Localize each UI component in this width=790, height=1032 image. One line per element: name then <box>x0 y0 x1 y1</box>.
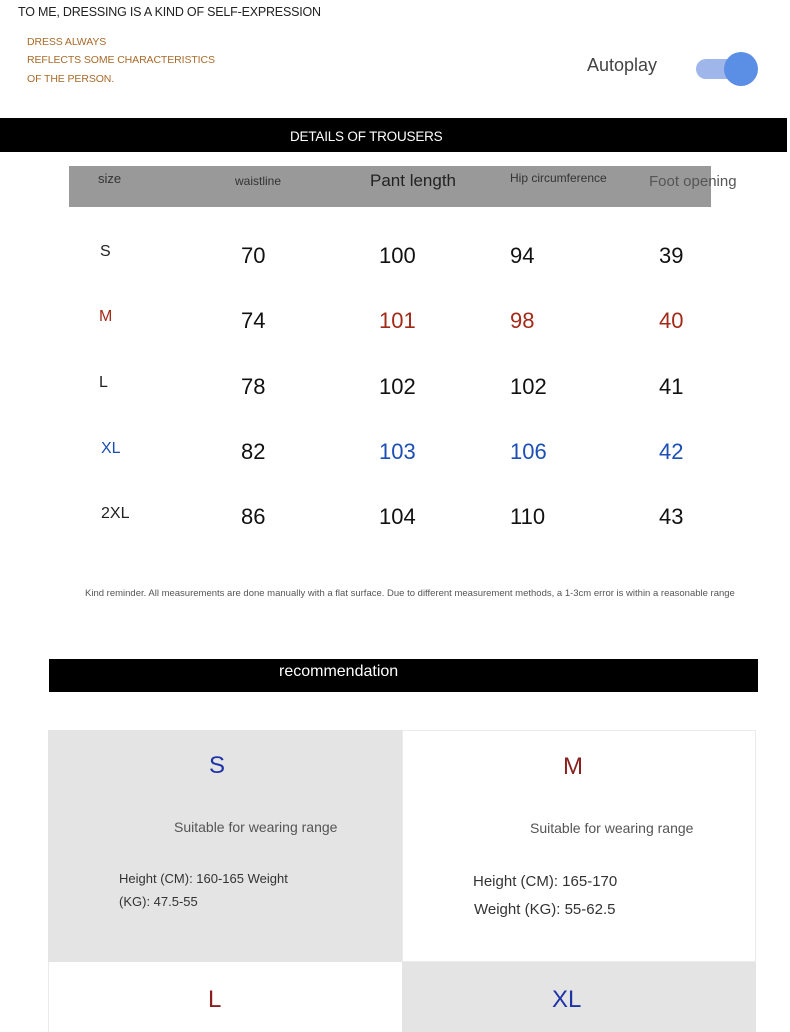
recommendation-card-xl <box>402 962 756 1032</box>
foot-opening-cell-l: 41 <box>659 374 684 399</box>
size-cell-s: S <box>100 243 111 260</box>
size-cell-l: L <box>99 374 108 391</box>
column-header-waistline: waistline <box>235 174 282 188</box>
column-header-size: size <box>98 171 122 186</box>
recommendation-title-bar <box>49 659 758 692</box>
card-height-line: Height (CM): 165-170 <box>473 873 618 890</box>
column-header-hip-circumference: Hip circumference <box>510 171 607 185</box>
hip-cell-m: 98 <box>510 308 535 333</box>
card-range-label: Suitable for wearing range <box>530 820 694 836</box>
hip-cell-l: 102 <box>510 374 547 399</box>
tagline-line-1: DRESS ALWAYS <box>27 36 107 48</box>
foot-opening-cell-2xl: 43 <box>659 504 684 529</box>
waistline-cell-s: 70 <box>241 243 266 268</box>
card-size-label: L <box>208 986 222 1013</box>
tagline-line-3: OF THE PERSON. <box>27 73 115 85</box>
pant-length-cell-xl: 103 <box>379 439 416 464</box>
waistline-cell-2xl: 86 <box>241 504 266 529</box>
pant-length-cell-l: 102 <box>379 374 416 399</box>
size-cell-2xl: 2XL <box>101 505 130 522</box>
waistline-cell-xl: 82 <box>241 439 266 464</box>
card-height-line: Height (CM): 160-165 Weight <box>119 871 288 886</box>
card-weight-line: (KG): 47.5-55 <box>119 894 198 909</box>
toggle-knob[interactable] <box>724 52 758 86</box>
card-weight-line: Weight (KG): 55-62.5 <box>474 901 616 918</box>
card-size-label: XL <box>552 986 582 1013</box>
size-cell-xl: XL <box>101 440 121 457</box>
foot-opening-cell-s: 39 <box>659 243 684 268</box>
hip-cell-xl: 106 <box>510 439 547 464</box>
measurement-reminder: Kind reminder. All measurements are done manually with a flat surface. Due to different measurement methods, a 1-3cm error is within a reasonable range <box>85 588 735 599</box>
page-title: TO ME, DRESSING IS A KIND OF SELF-EXPRESSION <box>18 5 321 19</box>
pant-length-cell-2xl: 104 <box>379 504 416 529</box>
hip-cell-s: 94 <box>510 243 535 268</box>
details-title-bar <box>0 118 787 152</box>
recommendation-title: recommendation <box>279 663 399 680</box>
size-cell-m: M <box>99 308 113 325</box>
waistline-cell-m: 74 <box>241 308 266 333</box>
foot-opening-cell-xl: 42 <box>659 439 684 464</box>
hip-cell-2xl: 110 <box>510 504 546 529</box>
recommendation-card-m <box>402 730 756 962</box>
waistline-cell-l: 78 <box>241 374 266 399</box>
autoplay-label: Autoplay <box>587 55 658 75</box>
card-size-label: S <box>209 752 226 779</box>
tagline-line-2: REFLECTS SOME CHARACTERISTICS <box>27 54 215 66</box>
column-header-foot-opening: Foot opening <box>649 173 737 190</box>
details-title: DETAILS OF TROUSERS <box>290 129 443 144</box>
column-header-pant-length: Pant length <box>370 171 457 190</box>
pant-length-cell-s: 100 <box>379 243 416 268</box>
card-range-label: Suitable for wearing range <box>174 819 338 835</box>
foot-opening-cell-m: 40 <box>659 308 684 333</box>
autoplay-toggle[interactable] <box>696 51 760 87</box>
recommendation-card-l <box>48 962 402 1032</box>
pant-length-cell-m: 101 <box>379 308 416 333</box>
recommendation-card-s <box>48 730 402 962</box>
card-size-label: M <box>563 753 583 780</box>
